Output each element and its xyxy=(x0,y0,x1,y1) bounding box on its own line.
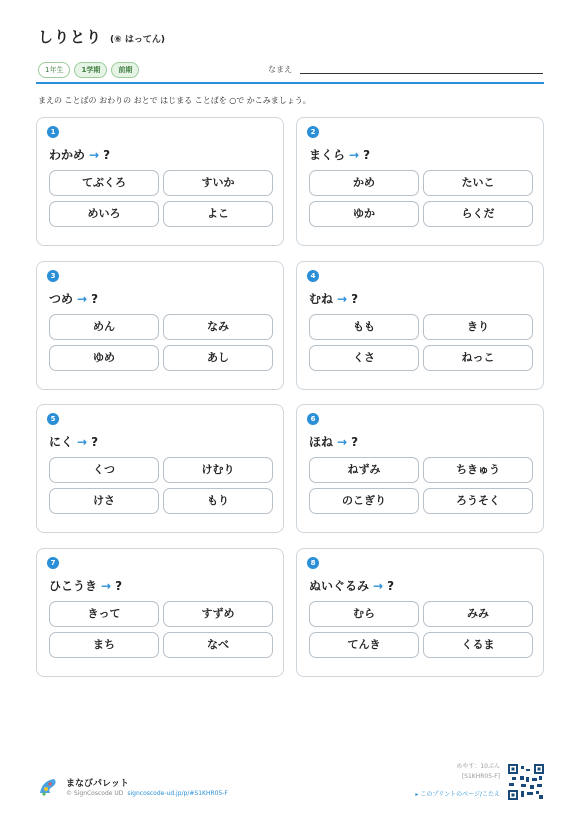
arrow-icon: → xyxy=(101,579,112,593)
problem-word xyxy=(49,146,110,163)
copyright-text: © SignCoscode UD xyxy=(66,790,124,797)
prompt-word: つめ xyxy=(49,292,74,306)
answer-option[interactable]: てんき xyxy=(309,632,419,658)
answer-option[interactable]: のこぎり xyxy=(309,488,419,514)
problem-number: 8 xyxy=(307,557,319,569)
problem-number: 4 xyxy=(307,270,319,282)
problem-card xyxy=(36,404,284,533)
problem-number: 5 xyxy=(47,413,59,425)
problem-card xyxy=(296,404,544,533)
question-mark: ? xyxy=(91,292,99,306)
question-mark: ? xyxy=(351,292,359,306)
answer-option[interactable]: あし xyxy=(163,345,273,371)
problem-card xyxy=(36,548,284,677)
answer-option[interactable]: よこ xyxy=(163,201,273,227)
prompt-word: にく xyxy=(49,435,74,449)
prompt-word: わかめ xyxy=(49,148,86,162)
arrow-icon: → xyxy=(77,292,88,306)
answer-option[interactable]: めいろ xyxy=(49,201,159,227)
answer-option[interactable]: すずめ xyxy=(163,601,273,627)
answer-option[interactable]: けむり xyxy=(163,457,273,483)
problem-card xyxy=(296,548,544,677)
problem-number: 3 xyxy=(47,270,59,282)
answer-option[interactable]: すいか xyxy=(163,170,273,196)
answer-option[interactable]: もも xyxy=(309,314,419,340)
question-mark: ? xyxy=(363,148,371,162)
tag-period: 前期 xyxy=(111,62,139,78)
problem-card xyxy=(36,261,284,390)
tag-grade: 1年生 xyxy=(38,62,70,78)
answer-option[interactable]: まち xyxy=(49,632,159,658)
time-estimate: めやす：10ぷん xyxy=(456,763,500,770)
arrow-icon: → xyxy=(89,148,100,162)
question-mark: ? xyxy=(351,435,359,449)
sheet-code: [S1KHR05-F] xyxy=(461,773,500,780)
name-field[interactable] xyxy=(300,73,543,74)
problem-number: 6 xyxy=(307,413,319,425)
question-mark: ? xyxy=(91,435,99,449)
copyright xyxy=(66,790,228,797)
problem-word xyxy=(309,577,394,594)
answer-option[interactable]: もり xyxy=(163,488,273,514)
answer-option[interactable]: きり xyxy=(423,314,533,340)
problem-card xyxy=(296,261,544,390)
answer-option[interactable]: ねずみ xyxy=(309,457,419,483)
footer-meta xyxy=(456,762,500,782)
answer-option[interactable]: てぶくろ xyxy=(49,170,159,196)
question-mark: ? xyxy=(115,579,123,593)
problem-number: 7 xyxy=(47,557,59,569)
arrow-icon: → xyxy=(337,292,348,306)
title-text: しりとり xyxy=(38,28,103,46)
answer-option[interactable]: みみ xyxy=(423,601,533,627)
prompt-word: まくら xyxy=(309,148,346,162)
problem-number: 2 xyxy=(307,126,319,138)
answer-option[interactable]: ねっこ xyxy=(423,345,533,371)
footer-url[interactable]: signcoscode-ud.jp/p/#S1KHR05-F xyxy=(127,790,228,797)
instruction-text: まえの ことばの おわりの おとで はじまる ことばを ○で かこみましょう。 xyxy=(38,96,311,105)
answer-option[interactable]: ろうそく xyxy=(423,488,533,514)
answer-option[interactable]: ゆめ xyxy=(49,345,159,371)
header-divider xyxy=(36,82,544,84)
answer-option[interactable]: たいこ xyxy=(423,170,533,196)
tag-term: 1学期 xyxy=(74,62,107,78)
problem-word xyxy=(309,290,358,307)
problem-word xyxy=(309,146,370,163)
palette-logo-icon xyxy=(38,775,60,797)
prompt-word: ひこうき xyxy=(49,579,98,593)
problem-card xyxy=(296,117,544,246)
answer-option[interactable]: らくだ xyxy=(423,201,533,227)
answer-option[interactable]: くさ xyxy=(309,345,419,371)
answer-option[interactable]: むら xyxy=(309,601,419,627)
arrow-icon: → xyxy=(349,148,360,162)
problem-word xyxy=(49,433,98,450)
answer-option[interactable]: ちきゅう xyxy=(423,457,533,483)
prompt-word: ぬいぐるみ xyxy=(309,579,370,593)
problem-word xyxy=(49,577,122,594)
name-label: なまえ xyxy=(268,65,292,74)
qr-code-icon[interactable] xyxy=(508,764,544,800)
problem-card xyxy=(36,117,284,246)
answer-option[interactable]: かめ xyxy=(309,170,419,196)
problem-word xyxy=(49,290,98,307)
arrow-icon: → xyxy=(373,579,384,593)
arrow-icon: → xyxy=(77,435,88,449)
answer-page-link[interactable]: ▸ このプリントのページ/こたえ xyxy=(415,791,500,798)
prompt-word: ほね xyxy=(309,435,334,449)
problem-number: 1 xyxy=(47,126,59,138)
subtitle: (⑥ はってん) xyxy=(110,35,165,45)
answer-option[interactable]: くつ xyxy=(49,457,159,483)
question-mark: ? xyxy=(387,579,395,593)
brand-name: まなびパレット xyxy=(66,779,129,789)
answer-option[interactable]: くるま xyxy=(423,632,533,658)
grade-tags xyxy=(38,62,139,78)
answer-option[interactable]: なみ xyxy=(163,314,273,340)
answer-option[interactable]: めん xyxy=(49,314,159,340)
problem-word xyxy=(309,433,358,450)
answer-option[interactable]: きって xyxy=(49,601,159,627)
answer-option[interactable]: ゆか xyxy=(309,201,419,227)
question-mark: ? xyxy=(103,148,111,162)
answer-option[interactable]: けさ xyxy=(49,488,159,514)
prompt-word: むね xyxy=(309,292,334,306)
answer-option[interactable]: なべ xyxy=(163,632,273,658)
page-title xyxy=(38,26,165,47)
arrow-icon: → xyxy=(337,435,348,449)
